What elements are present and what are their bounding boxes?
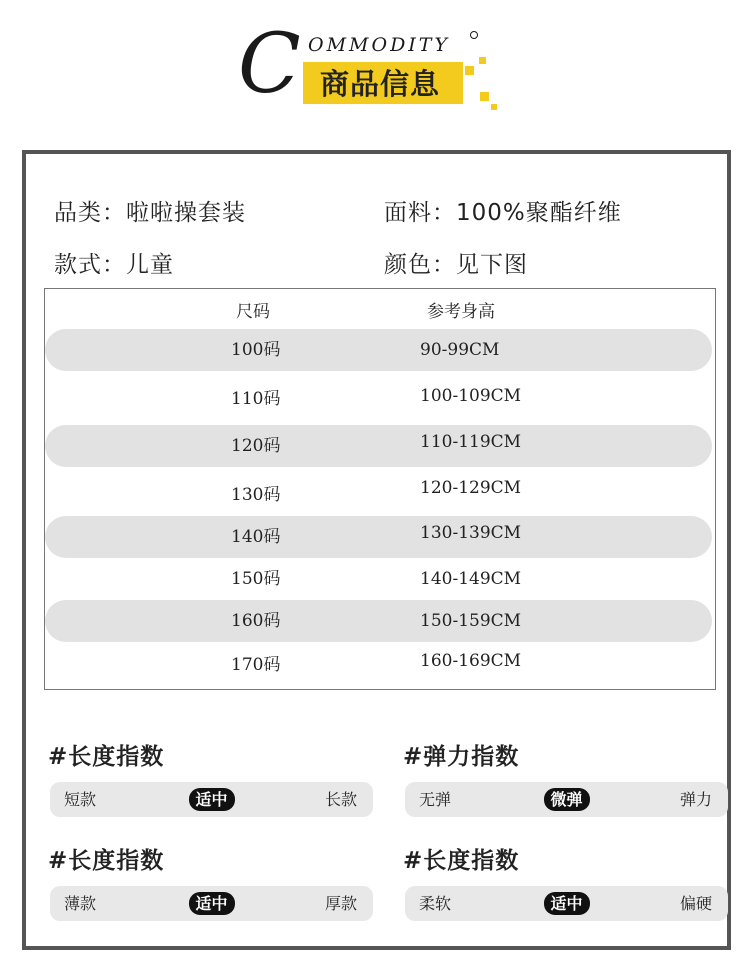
height-cell: 130-139CM	[420, 523, 522, 543]
size-cell: 110码	[231, 389, 281, 409]
decor-square-icon	[480, 92, 489, 101]
option-thick: 厚款	[324, 894, 357, 913]
softness-index-bar	[405, 886, 728, 921]
table-row	[45, 378, 712, 420]
page-title: 商品信息	[320, 67, 441, 101]
height-cell: 160-169CM	[420, 651, 522, 671]
info-color: 颜色：见下图	[384, 252, 528, 278]
table-row	[45, 516, 712, 558]
length-index-bar	[50, 782, 373, 817]
size-cell: 150码	[231, 569, 281, 589]
option-long: 长款	[324, 790, 357, 809]
table-row	[45, 474, 712, 516]
size-cell: 130码	[231, 485, 281, 505]
decor-square-icon	[491, 104, 497, 110]
option-stretch: 弹力	[679, 790, 712, 809]
decor-square-icon	[465, 66, 474, 75]
thickness-index-bar	[50, 886, 373, 921]
option-short: 短款	[64, 790, 97, 809]
height-cell: 90-99CM	[420, 340, 500, 360]
table-row	[45, 600, 712, 642]
softness-index-title: #长度指数	[403, 848, 520, 874]
logo-word: OMMODITY	[308, 34, 451, 56]
logo-letter: C	[238, 17, 301, 112]
size-cell: 160码	[231, 611, 281, 631]
table-row	[45, 642, 712, 684]
option-medium-selected: 适中	[543, 892, 589, 915]
option-no-stretch: 无弹	[419, 790, 452, 809]
size-table	[44, 288, 716, 690]
option-thin: 薄款	[64, 894, 97, 913]
elasticity-index-title: #弹力指数	[403, 744, 520, 770]
info-style: 款式：儿童	[54, 252, 174, 278]
option-medium-selected: 适中	[188, 788, 234, 811]
height-cell: 150-159CM	[420, 611, 522, 631]
logo-dot-icon	[470, 31, 478, 39]
table-header-size: 尺码	[236, 302, 270, 322]
height-cell: 140-149CM	[420, 569, 522, 589]
height-cell: 100-109CM	[420, 386, 522, 406]
size-cell: 140码	[231, 527, 281, 547]
option-stiff: 偏硬	[679, 894, 712, 913]
thickness-index-title: #长度指数	[48, 848, 165, 874]
option-medium-selected: 适中	[188, 892, 234, 915]
option-soft: 柔软	[419, 894, 452, 913]
decor-square-icon	[479, 57, 486, 64]
table-row	[45, 425, 712, 467]
option-slight-stretch-selected: 微弹	[543, 788, 589, 811]
table-row	[45, 558, 712, 600]
length-index-title: #长度指数	[48, 744, 165, 770]
height-cell: 120-129CM	[420, 478, 522, 498]
size-cell: 100码	[231, 340, 281, 360]
info-category: 品类：啦啦操套装	[54, 200, 246, 226]
size-cell: 120码	[231, 436, 281, 456]
table-header-height: 参考身高	[427, 302, 495, 322]
info-fabric: 面料：100%聚酯纤维	[384, 200, 622, 226]
height-cell: 110-119CM	[420, 432, 522, 452]
elasticity-index-bar	[405, 782, 728, 817]
table-row	[45, 329, 712, 371]
size-cell: 170码	[231, 655, 281, 675]
